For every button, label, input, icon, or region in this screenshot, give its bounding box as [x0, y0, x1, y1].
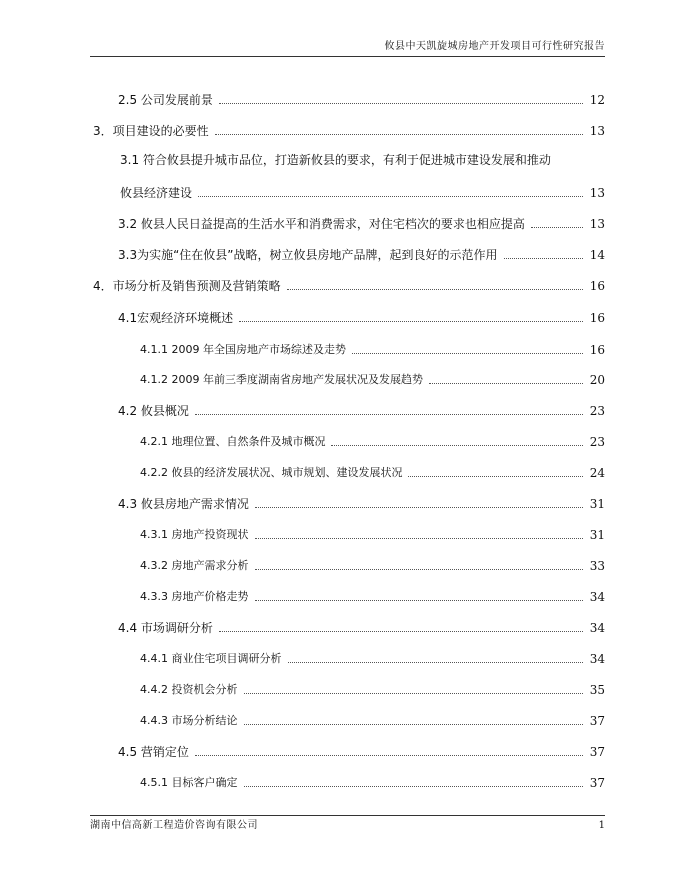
toc-page-number: 14: [589, 248, 605, 262]
toc-leader: [215, 133, 583, 135]
toc-entry[interactable]: [140, 340, 605, 358]
toc-entry-text: 4.3.2 房地产需求分析: [140, 559, 249, 572]
toc-entry-text: 4.2.2 攸县的经济发展状况、城市规划、建设发展状况: [140, 466, 403, 479]
toc-page-number: 20: [589, 373, 605, 387]
toc-page-number: 33: [589, 559, 605, 573]
footer-company: 湖南中信高新工程造价咨询有限公司: [90, 820, 258, 831]
toc-leader: [198, 195, 583, 197]
toc-page-number: 13: [589, 217, 605, 231]
toc-leader: [255, 599, 584, 601]
toc-entry[interactable]: [93, 121, 605, 139]
toc-entry-text: 4.3 攸县房地产需求情况: [118, 497, 249, 511]
toc-leader: [244, 692, 584, 694]
toc-entry[interactable]: [140, 680, 605, 698]
toc-entry-text: 4.4.3 市场分析结论: [140, 714, 238, 727]
toc-entry-text: 4.4.2 投资机会分析: [140, 683, 238, 696]
toc-entry[interactable]: [140, 587, 605, 605]
toc-entry-text: 4.3.1 房地产投资现状: [140, 528, 249, 541]
toc-entry-text: 3.3为实施“住在攸县”战略，树立攸县房地产品牌，起到良好的示范作用: [118, 248, 498, 262]
toc-entry[interactable]: [118, 401, 605, 419]
toc-entry-text: 4.1.2 2009 年前三季度湖南省房地产发展状况及发展趋势: [140, 373, 423, 386]
toc-entry-text: 攸县经济建设: [120, 186, 193, 200]
toc-page-number: 34: [589, 621, 605, 635]
toc-entry[interactable]: [118, 245, 605, 263]
toc-leader: [244, 785, 584, 787]
toc-page-number: 31: [589, 528, 605, 542]
toc-entry[interactable]: [118, 742, 605, 760]
toc-leader: [531, 226, 583, 228]
toc-leader: [287, 288, 583, 290]
toc-leader: [244, 723, 584, 725]
toc-entry[interactable]: [93, 276, 605, 294]
toc-entry[interactable]: [140, 649, 605, 667]
toc-leader: [255, 506, 583, 508]
toc-page-number: 13: [589, 124, 605, 138]
toc-page-number: 34: [589, 652, 605, 666]
toc-entry-text: 4.4.1 商业住宅项目调研分析: [140, 652, 282, 665]
header-title: 攸县中天凯旋城房地产开发项目可行性研究报告: [384, 41, 605, 52]
footer-page-number: 1: [598, 820, 605, 831]
toc-leader: [255, 537, 584, 539]
toc-entry-text: 4.1宏观经济环境概述: [118, 311, 234, 325]
toc-entry-text: 4.2.1 地理位置、自然条件及城市概况: [140, 435, 326, 448]
toc-page-number: 13: [589, 186, 605, 200]
toc-leader: [288, 661, 584, 663]
toc-page-number: 37: [589, 776, 605, 790]
toc-entry-text: 4.5.1 目标客户确定: [140, 776, 238, 789]
toc-leader: [352, 352, 583, 354]
toc-entry-text: 4.3.3 房地产价格走势: [140, 590, 249, 603]
toc-page-number: 16: [589, 311, 605, 325]
toc-entry[interactable]: [140, 773, 605, 791]
toc-page-number: 34: [589, 590, 605, 604]
toc-leader: [331, 444, 583, 446]
toc-entry-text: 4.5 营销定位: [118, 745, 189, 759]
toc-page-number: 12: [589, 93, 605, 107]
toc-entry-text-line: 3.1 符合攸县提升城市品位，打造新攸县的要求，有利于促进城市建设发展和推动: [120, 153, 551, 167]
toc-entry[interactable]: [140, 525, 605, 543]
toc-entry[interactable]: [140, 370, 605, 388]
toc-page-number: 37: [589, 745, 605, 759]
toc-leader: [408, 475, 583, 477]
toc-entry-text: 4.4 市场调研分析: [118, 621, 213, 635]
toc-page-number: 16: [589, 343, 605, 357]
toc-leader: [239, 320, 583, 322]
toc-page-number: 24: [589, 466, 605, 480]
toc-leader: [219, 102, 583, 104]
toc-leader: [429, 382, 583, 384]
toc-entry-text: 4.1.1 2009 年全国房地产市场综述及走势: [140, 343, 346, 356]
toc-entry[interactable]: [118, 308, 605, 326]
toc-page-number: 31: [589, 497, 605, 511]
toc-entry[interactable]: [140, 463, 605, 481]
page-footer: [90, 815, 605, 836]
toc-entry-text: 4．市场分析及销售预测及营销策略: [93, 279, 281, 293]
toc-leader: [255, 568, 584, 570]
toc-page-number: 16: [589, 279, 605, 293]
toc-page-number: 35: [589, 683, 605, 697]
toc-entry[interactable]: [118, 214, 605, 232]
toc-entry-text: 3．项目建设的必要性: [93, 124, 209, 138]
toc-entry[interactable]: [120, 183, 605, 201]
toc-leader: [195, 413, 583, 415]
toc-entry-text: 3.2 攸县人民日益提高的生活水平和消费需求，对住宅档次的要求也相应提高: [118, 217, 525, 231]
toc-entry[interactable]: [140, 556, 605, 574]
toc-leader: [504, 257, 583, 259]
toc-entry[interactable]: [118, 618, 605, 636]
toc-entry[interactable]: [140, 432, 605, 450]
toc-page-number: 37: [589, 714, 605, 728]
toc-entry-text: 4.2 攸县概况: [118, 404, 189, 418]
toc-page-number: 23: [589, 435, 605, 449]
toc-entry[interactable]: [118, 494, 605, 512]
toc-entry-text: 2.5 公司发展前景: [118, 93, 213, 107]
toc-entry[interactable]: [140, 711, 605, 729]
toc-entry[interactable]: [118, 90, 605, 108]
toc-page-number: 23: [589, 404, 605, 418]
toc-leader: [195, 754, 583, 756]
toc-leader: [219, 630, 583, 632]
